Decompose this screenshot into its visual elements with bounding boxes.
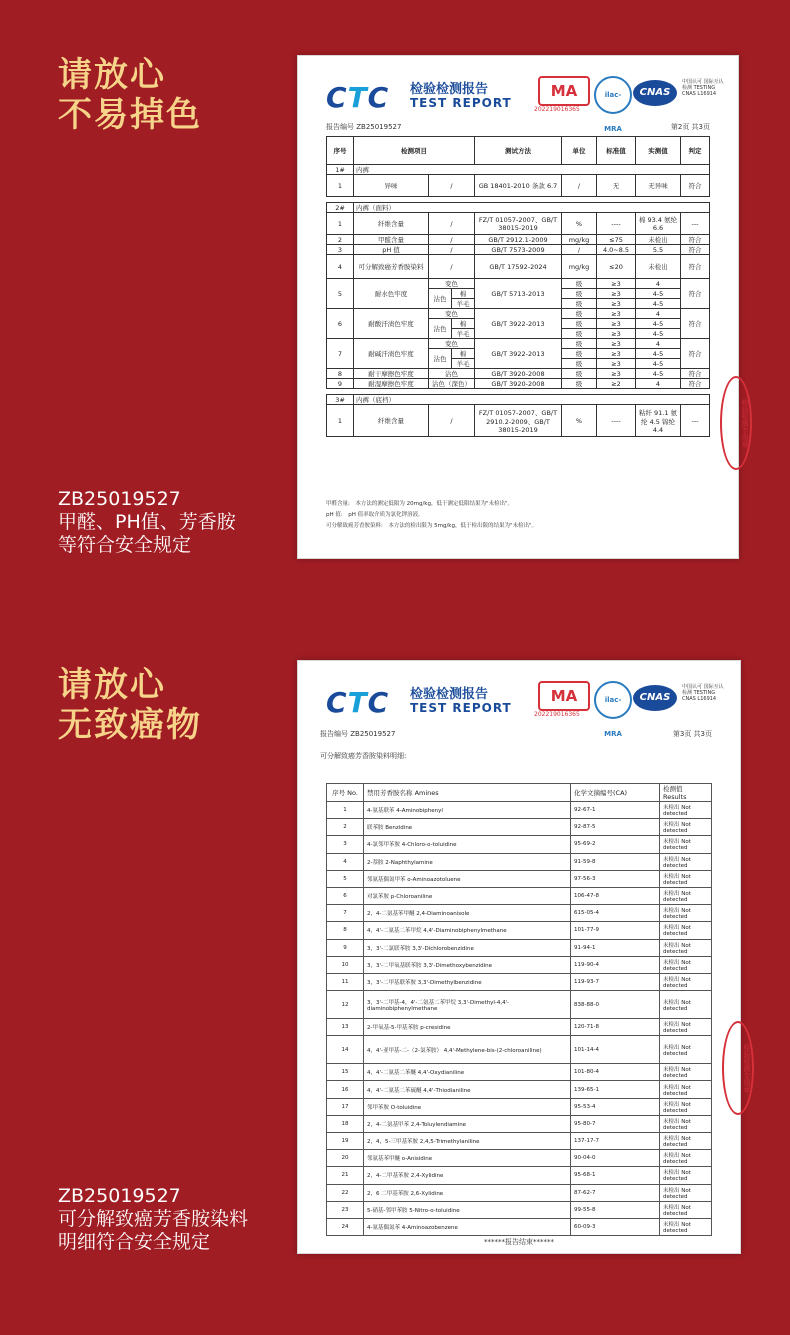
cell-result: 未检出 Not detected xyxy=(660,819,712,836)
table-row xyxy=(327,1184,712,1201)
report-title-en: TEST REPORT xyxy=(410,701,512,715)
cell-ca: 95-53-4 xyxy=(571,1098,660,1115)
cell-amine: 邻甲苯胺 O-toluidine xyxy=(364,1098,571,1115)
test-report-page-2 xyxy=(297,55,749,559)
header-item: 检测项目 xyxy=(354,137,475,165)
ilac-mra-icon: ilac-MRA xyxy=(594,76,632,114)
header-unit: 单位 xyxy=(562,137,597,165)
table-row: 7 耐碱汗渍色牢度 变色 GB/T 3922-2013 级 ≥3 4 符合 xyxy=(327,339,710,349)
headline-line-1: 请放心 xyxy=(58,665,166,705)
caption-line-2: 甲醛、PH值、芳香胺 xyxy=(58,511,236,533)
headline xyxy=(58,55,202,135)
table-row xyxy=(327,956,712,973)
cell-result: 未检出 Not detected xyxy=(660,836,712,853)
cell-ca: 87-62-7 xyxy=(571,1184,660,1201)
table-row xyxy=(327,922,712,939)
cell-result: 未检出 Not detected xyxy=(660,887,712,904)
cell-ca: 137-17-7 xyxy=(571,1133,660,1150)
cell-no: 4 xyxy=(327,853,364,870)
headline-line-2: 不易掉色 xyxy=(58,95,202,135)
cell-result: 未检出 Not detected xyxy=(660,1184,712,1201)
cell-ca: 139-65-1 xyxy=(571,1081,660,1098)
ma-number: 202219016365 xyxy=(534,106,580,113)
cell-ca: 101-14-4 xyxy=(571,1036,660,1064)
table-row: 1 纤维含量 / FZ/T 01057-2007、GB/T 38015-2019 % ---- 棉 93.4 氨纶 6.6 --- xyxy=(327,213,710,235)
ma-certification-icon: MA xyxy=(538,76,590,106)
caption xyxy=(58,488,236,557)
cell-ca: 101-80-4 xyxy=(571,1064,660,1081)
cell-result: 未检出 Not detected xyxy=(660,939,712,956)
cell-no: 17 xyxy=(327,1098,364,1115)
table-header-row xyxy=(327,137,710,165)
test-results-table: 序号 检测项目 测试方法 单位 标准值 实测值 判定 1# 内裤 1 异味 / GB 18401-2010 条款 6.7 / 无 无异味 符合 2# 内裤（面料） 1 纤维含量 / FZ/T 01057-2007、GB/T 38015-2019 % ---- 棉 93.4 氨纶 6.6 --- 2 甲醛含量 / GB/T 2912.1-2009 mg/kg ≤75 未检出 符合 3 pH 值 / GB/T 7573-2009 / 4.0~8.5 5.5 符合 4 可分解致癌芳香胺染料 / GB/T 17592-2024 mg/kg ≤20 未检出 符合 5 耐水色牢度 变色 GB/T 5713-2013 级 ≥3 4 符合 沾色 棉 级 ≥3 4-5 羊毛 级 ≥3 4-5 6 耐酸汗渍色牢度 变色 GB/T 3922-2013 级 ≥3 4 符合 沾色 棉 级 ≥3 4-5 羊毛 级 ≥3 4-5 7 耐碱汗渍色牢度 变色 GB/T 3922-2013 级 ≥3 4 符合 沾色 棉 级 ≥3 4-5 羊毛 级 ≥3 4-5 8 耐干摩擦色牢度 沾色 GB/T 3920-2008 级 ≥3 4-5 符合 9 耐湿摩擦色牢度 沾色（深色） GB/T 3920-2008 级 ≥2 4 符合 3# 内裤（底档） 1 纤维含量 / FZ/T 01057-2007、GB/T 2910.2-2009、GB/T 38015-2019 % ---- 粘纤 91.1 氨纶 4.5 锦纶 4.4 --- xyxy=(326,136,710,437)
cell-amine: 4，4'-亚甲基-二-（2-氯苯胺） 4,4'-Methylene-bis-(2-chloroaniline) xyxy=(364,1036,571,1064)
test-report-page-3 xyxy=(297,660,751,1254)
cell-amine: 邻氨基偶氮甲苯 o-Aminoazotoluene xyxy=(364,870,571,887)
table-row: 1 纤维含量 / FZ/T 01057-2007、GB/T 2910.2-2009、GB/T 38015-2019 % ---- 粘纤 91.1 氨纶 4.5 锦纶 4.4 --- xyxy=(327,405,710,437)
ctc-logo: CTC xyxy=(326,686,390,719)
header-method: 测试方法 xyxy=(475,137,562,165)
official-stamp-icon: 检验检测专用章 xyxy=(720,376,752,470)
cell-result: 未检出 Not detected xyxy=(660,922,712,939)
caption-line-2: 可分解致癌芳香胺染料 xyxy=(58,1208,249,1230)
table-row: 4 可分解致癌芳香胺染料 / GB/T 17592-2024 mg/kg ≤20 未检出 符合 xyxy=(327,255,710,279)
cell-amine: 4-氨基偶氮苯 4-Aminoazobenzene xyxy=(364,1218,571,1235)
cell-result: 未检出 Not detected xyxy=(660,991,712,1019)
caption-report-number: ZB25019527 xyxy=(58,488,181,510)
cnas-subtext: 中国认可 国际互认 检测 TESTING CNAS L16914 xyxy=(682,684,724,702)
table-row xyxy=(327,991,712,1019)
header-no: 序号 xyxy=(327,137,354,165)
cell-ca: 90-04-0 xyxy=(571,1150,660,1167)
cell-amine: 对氯苯胺 p-Chloroaniline xyxy=(364,887,571,904)
cell-amine: 联苯胺 Benzidine xyxy=(364,819,571,836)
cnas-icon: CNAS xyxy=(633,685,677,711)
report-number: 报告编号 ZB25019527 xyxy=(326,123,402,131)
cell-no: 21 xyxy=(327,1167,364,1184)
cell-result: 未检出 Not detected xyxy=(660,1133,712,1150)
cell-amine: 3，3'-二氯联苯胺 3,3'-Dichlorobenzidine xyxy=(364,939,571,956)
report-subtitle: 可分解致癌芳香胺染料明细: xyxy=(320,752,407,760)
cell-no: 7 xyxy=(327,905,364,922)
table-row xyxy=(327,1098,712,1115)
table-row xyxy=(327,1133,712,1150)
cell-ca: 106-47-8 xyxy=(571,887,660,904)
cell-no: 24 xyxy=(327,1218,364,1235)
cell-no: 10 xyxy=(327,956,364,973)
table-row xyxy=(327,1036,712,1064)
table-row xyxy=(327,887,712,904)
ma-certification-icon: MA xyxy=(538,681,590,711)
cell-no: 8 xyxy=(327,922,364,939)
cell-no: 2 xyxy=(327,819,364,836)
cnas-subtext: 中国认可 国际互认 检测 TESTING CNAS L16914 xyxy=(682,79,724,97)
cell-result: 未检出 Not detected xyxy=(660,1201,712,1218)
cell-ca: 120-71-8 xyxy=(571,1019,660,1036)
cell-no: 19 xyxy=(327,1133,364,1150)
table-row: 3 pH 值 / GB/T 7573-2009 / 4.0~8.5 5.5 符合 xyxy=(327,245,710,255)
ma-number: 202219016365 xyxy=(534,711,580,718)
report-title-en: TEST REPORT xyxy=(410,96,512,110)
report-end: ******报告结束****** xyxy=(484,1238,554,1246)
cell-amine: 5-硝基-邻甲苯胺 5-Nitro-o-toluidine xyxy=(364,1201,571,1218)
cell-no: 14 xyxy=(327,1036,364,1064)
cell-amine: 邻氨基苯甲醚 o-Anisidine xyxy=(364,1150,571,1167)
cnas-icon: CNAS xyxy=(633,80,677,106)
table-row: 5 耐水色牢度 变色 GB/T 5713-2013 级 ≥3 4 符合 xyxy=(327,279,710,289)
headline-line-1: 请放心 xyxy=(58,55,166,95)
cell-no: 20 xyxy=(327,1150,364,1167)
cell-no: 12 xyxy=(327,991,364,1019)
cell-no: 1 xyxy=(327,802,364,819)
official-stamp-icon: 检验检测专用章 xyxy=(722,1021,754,1115)
table-row xyxy=(327,853,712,870)
cell-ca: 95-80-7 xyxy=(571,1115,660,1132)
cell-amine: 4-氯邻甲苯胺 4-Chloro-o-toluidine xyxy=(364,836,571,853)
caption-line-3: 明细符合安全规定 xyxy=(58,1231,211,1253)
cell-amine: 3，3'-二甲基联苯胺 3,3'-Dimethylbenzidine xyxy=(364,973,571,990)
group-label: 1# xyxy=(327,165,354,175)
header-amine: 禁用芳香胺名称 Amines xyxy=(364,784,571,802)
table-header-row xyxy=(327,784,712,802)
caption xyxy=(58,1185,248,1254)
cell-no: 9 xyxy=(327,939,364,956)
cell-result: 未检出 Not detected xyxy=(660,905,712,922)
table-row: 8 耐干摩擦色牢度 沾色 GB/T 3920-2008 级 ≥3 4-5 符合 xyxy=(327,369,710,379)
group-label: 2# xyxy=(327,203,354,213)
cell-result: 未检出 Not detected xyxy=(660,1167,712,1184)
cell-amine: 2，4-二甲基苯胺 2,4-Xylidine xyxy=(364,1167,571,1184)
caption-line-3: 等符合安全规定 xyxy=(58,534,192,556)
header-standard: 标准值 xyxy=(597,137,636,165)
cell-amine: 2-萘胺 2-Naphthylamine xyxy=(364,853,571,870)
cell-result: 未检出 Not detected xyxy=(660,956,712,973)
header-result: 实测值 xyxy=(636,137,681,165)
section-colorfastness xyxy=(0,0,790,620)
ctc-logo: CTC xyxy=(326,81,390,114)
cell-no: 11 xyxy=(327,973,364,990)
cell-ca: 97-56-3 xyxy=(571,870,660,887)
cell-amine: 4，4'-二氨基二苯醚 4,4'-Oxydianiline xyxy=(364,1064,571,1081)
cell-amine: 3，3'-二甲基-4，4'-二氨基二苯甲烷 3,3'-Dimethyl-4,4'-diaminobiphenylmethane xyxy=(364,991,571,1019)
cell-ca: 615-05-4 xyxy=(571,905,660,922)
cell-result: 未检出 Not detected xyxy=(660,1098,712,1115)
table-row: 1 异味 / GB 18401-2010 条款 6.7 / 无 无异味 符合 xyxy=(327,175,710,197)
cell-ca: 95-69-2 xyxy=(571,836,660,853)
table-row xyxy=(327,819,712,836)
report-title-cn: 检验检测报告 xyxy=(410,82,489,97)
table-row xyxy=(327,905,712,922)
cell-result: 未检出 Not detected xyxy=(660,973,712,990)
caption-report-number: ZB25019527 xyxy=(58,1185,181,1207)
table-row xyxy=(327,1115,712,1132)
cell-result: 未检出 Not detected xyxy=(660,870,712,887)
table-row: 6 耐酸汗渍色牢度 变色 GB/T 3922-2013 级 ≥3 4 符合 xyxy=(327,309,710,319)
cell-no: 5 xyxy=(327,870,364,887)
cell-no: 16 xyxy=(327,1081,364,1098)
group-name: 内裤 xyxy=(354,165,710,175)
cell-amine: 3，3'-二甲氧基联苯胺 3,3'-Dimethoxybenzidine xyxy=(364,956,571,973)
cell-amine: 2，4-二氨基甲苯 2,4-Toluylendiamine xyxy=(364,1115,571,1132)
cell-no: 18 xyxy=(327,1115,364,1132)
cell-ca: 101-77-9 xyxy=(571,922,660,939)
cell-ca: 91-94-1 xyxy=(571,939,660,956)
table-row xyxy=(327,802,712,819)
header-ca: 化学文摘编号(CA) xyxy=(571,784,660,802)
cell-ca: 99-55-8 xyxy=(571,1201,660,1218)
cell-result: 未检出 Not detected xyxy=(660,1218,712,1235)
table-row xyxy=(327,870,712,887)
cell-result: 未检出 Not detected xyxy=(660,1081,712,1098)
cell-amine: 4-氨基联苯 4-Aminobiphenyl xyxy=(364,802,571,819)
cell-ca: 95-68-1 xyxy=(571,1167,660,1184)
cell-ca: 91-59-8 xyxy=(571,853,660,870)
cell-no: 22 xyxy=(327,1184,364,1201)
headline xyxy=(58,665,202,745)
cell-no: 13 xyxy=(327,1019,364,1036)
cell-amine: 2，6 二甲基苯胺 2,6-Xylidine xyxy=(364,1184,571,1201)
cell-result: 未检出 Not detected xyxy=(660,1019,712,1036)
group-name: 内裤（面料） xyxy=(354,203,710,213)
table-row xyxy=(327,1064,712,1081)
cell-amine: 2-甲氧基-5-甲基苯胺 p-cresidine xyxy=(364,1019,571,1036)
table-row xyxy=(327,939,712,956)
table-row xyxy=(327,1167,712,1184)
cell-result: 未检出 Not detected xyxy=(660,1064,712,1081)
table-row xyxy=(327,1081,712,1098)
cell-result: 未检出 Not detected xyxy=(660,1115,712,1132)
header-result: 检测值 Results xyxy=(660,784,712,802)
ilac-mra-icon: ilac-MRA xyxy=(594,681,632,719)
cell-result: 未检出 Not detected xyxy=(660,853,712,870)
header-no: 序号 No. xyxy=(327,784,364,802)
cell-ca: 92-67-1 xyxy=(571,802,660,819)
cell-amine: 4，4'-二氨基二苯硫醚 4,4'-Thiodianiline xyxy=(364,1081,571,1098)
table-row xyxy=(327,1218,712,1235)
header-verdict: 判定 xyxy=(681,137,710,165)
group-name: 内裤（底档） xyxy=(354,395,710,405)
table-row: 2 甲醛含量 / GB/T 2912.1-2009 mg/kg ≤75 未检出 符合 xyxy=(327,235,710,245)
cell-ca: 92-87-5 xyxy=(571,819,660,836)
cell-no: 23 xyxy=(327,1201,364,1218)
cell-result: 未检出 Not detected xyxy=(660,1150,712,1167)
report-notes: 甲醛含量: 本方法的测定低限为 20mg/kg，低于测定低限结果为"未检出"。 pH 值: pH 值率取介质为氯化钾溶液。 可分解致癌芳香胺染料: 本方法的检出限为 5mg/kg，低于检出限的结果为"未检出"。 xyxy=(326,501,538,529)
cell-no: 3 xyxy=(327,836,364,853)
table-row xyxy=(327,1019,712,1036)
cell-ca: 119-93-7 xyxy=(571,973,660,990)
group-label: 3# xyxy=(327,395,354,405)
cell-result: 未检出 Not detected xyxy=(660,1036,712,1064)
section-carcinogen xyxy=(0,640,790,1335)
cell-no: 6 xyxy=(327,887,364,904)
cell-result: 未检出 Not detected xyxy=(660,802,712,819)
table-row: 9 耐湿摩擦色牢度 沾色（深色） GB/T 3920-2008 级 ≥2 4 符合 xyxy=(327,379,710,389)
table-row xyxy=(327,836,712,853)
headline-line-2: 无致癌物 xyxy=(58,705,202,745)
cell-no: 15 xyxy=(327,1064,364,1081)
report-number: 报告编号 ZB25019527 xyxy=(320,730,396,738)
table-row xyxy=(327,1150,712,1167)
page-number: 第3页 共3页 xyxy=(672,730,712,738)
cell-ca: 838-88-0 xyxy=(571,991,660,1019)
amines-table xyxy=(326,783,712,1236)
cell-amine: 4，4'-二氨基二苯甲烷 4,4'-Diaminobiphenylmethane xyxy=(364,922,571,939)
cell-ca: 119-90-4 xyxy=(571,956,660,973)
page-number: 第2页 共3页 xyxy=(670,123,710,131)
table-row xyxy=(327,1201,712,1218)
cell-amine: 2，4-二氨基苯甲醚 2,4-Diaminoanisole xyxy=(364,905,571,922)
table-row xyxy=(327,973,712,990)
report-title-cn: 检验检测报告 xyxy=(410,687,489,702)
cell-ca: 60-09-3 xyxy=(571,1218,660,1235)
cell-amine: 2，4，5-三甲基苯胺 2,4,5-Trimethylaniline xyxy=(364,1133,571,1150)
